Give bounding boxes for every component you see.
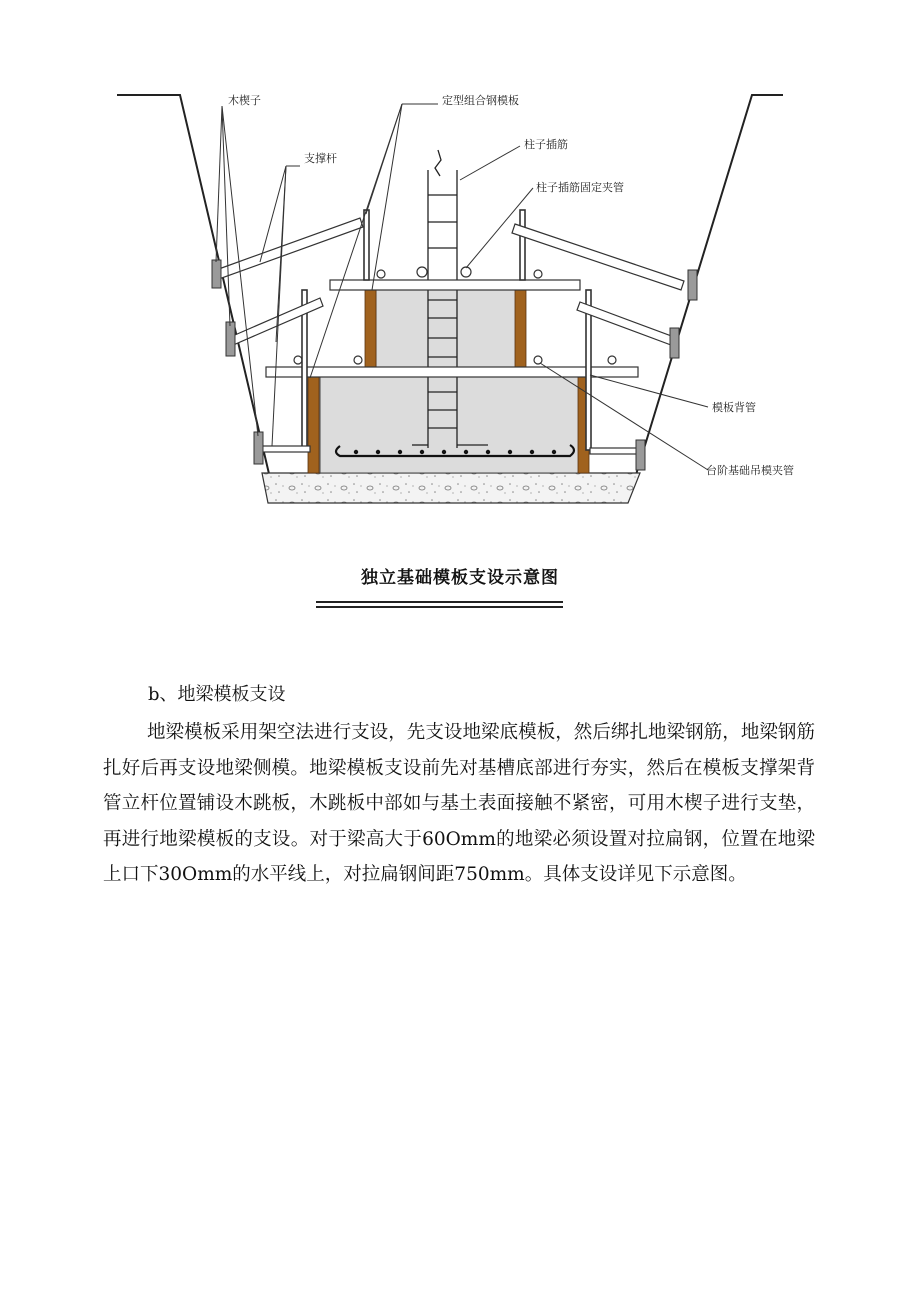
label-support-rod: 支撑杆 [304, 152, 337, 165]
figure-caption: 独立基础模板支设示意图 [361, 568, 559, 588]
section-paragraph: 地梁模板采用架空法进行支设，先支设地梁底模板，然后绑扎地梁钢筋，地梁钢筋扎好后再支设地梁侧模。地梁模板支设前先对基槽底部进行夯实，然后在模板支撑架背管立杆位置铺设木跳板，木跳板中部如与基土表面接触不紧密，可用木楔子进行支垫，再进行地梁模板的支设。对于梁高大于60Omm的地梁必须设置对拉扁钢，位置在地梁上口下30Omm的水平线上，对拉扁钢间距750mm。具体支设详见下示意图。 [103, 722, 815, 885]
label-wood-wedge: 木楔子 [228, 94, 261, 107]
label-formwork-back-pipe: 模板背管 [712, 401, 756, 414]
caption-underline-top [316, 601, 563, 603]
caption-underline-bottom [316, 606, 563, 608]
label-step-hanging-clamp: 台阶基础吊模夹管 [706, 464, 794, 477]
label-column-rebar: 柱子插筋 [524, 138, 568, 151]
section-heading: b、地梁模板支设 [148, 684, 286, 705]
formwork-diagram [0, 0, 920, 640]
label-column-rebar-clamp: 柱子插筋固定夹管 [536, 181, 624, 194]
label-steel-formwork: 定型组合钢模板 [442, 94, 519, 107]
gravel-base [262, 473, 640, 503]
upper-concrete-step [376, 290, 516, 377]
